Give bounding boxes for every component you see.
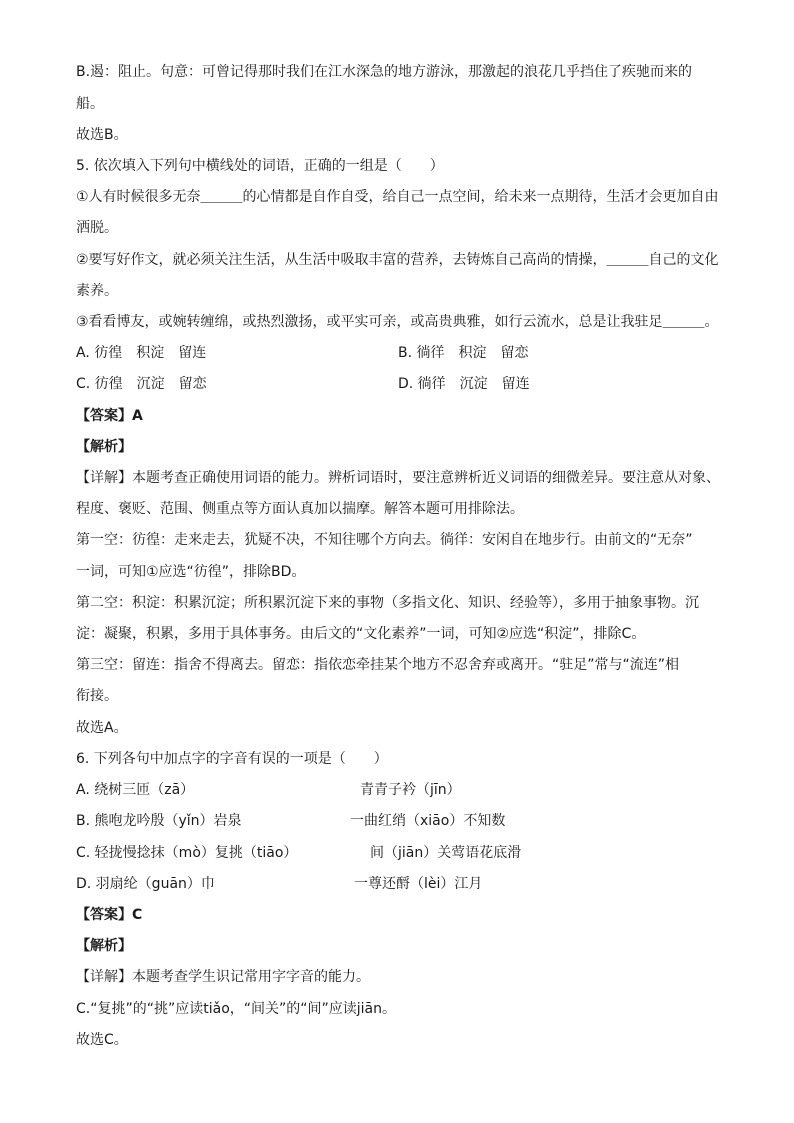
q5-blank2-line1: 第二空：积淀：积累沉淀；所积累沉淀下来的事物（多指文化、知识、经验等），多用于抽象事物。沉 — [76, 595, 699, 611]
q6-explanation: C.“复挑”的“挑”应读tiǎo，“间关”的“间”应读jiān。 — [76, 1001, 397, 1017]
q5-blank3-line1: 第三空：留连：指舍不得离去。留恋：指依恋牵挂某个地方不忍舍弃或离开。“驻足”常与“流连”相 — [76, 657, 680, 673]
q6-option-b-right: 一曲红绡（xiāo）不知数 — [350, 813, 506, 829]
q6-option-a-left: A. 绕树三匝（zā） — [76, 782, 195, 798]
q5-detail-line2: 程度、褒贬、范围、侧重点等方面认真加以揣摩。解答本题可用排除法。 — [76, 501, 524, 517]
q6-option-d-right: 一尊还酹（lèi）江月 — [354, 876, 483, 892]
q5-option-c: C. 彷徨 沉淀 留恋 — [76, 376, 207, 392]
q4-explanation-line1: B.遏：阻止。句意：可曾记得那时我们在江水深急的地方游泳，那激起的浪花几乎挡住了疾驰而来的 — [76, 64, 693, 80]
q6-stem: 6. 下列各句中加点字的字音有误的一项是（ ） — [76, 751, 388, 767]
q4-conclusion: 故选B。 — [76, 127, 128, 143]
q6-option-c-right: 间（jiān）关莺语花底滑 — [370, 845, 522, 861]
q6-option-d-left: D. 羽扇纶（guān）巾 — [76, 876, 215, 892]
q4-explanation-line2: 船。 — [76, 96, 104, 112]
q5-sentence1-line2: 洒脱。 — [76, 220, 118, 236]
q5-answer: 【答案】A — [76, 408, 143, 424]
q5-stem: 5. 依次填入下列句中横线处的词语，正确的一组是（ ） — [76, 158, 444, 174]
q5-sentence3: ③看看博友，或婉转缠绵，或热烈激扬，或平实可亲，或高贵典雅，如行云流水，总是让我驻足＿＿＿。 — [76, 314, 719, 330]
q5-option-b: B. 徜徉 积淀 留恋 — [398, 345, 529, 361]
q6-answer: 【答案】C — [76, 907, 143, 923]
q6-detail: 【详解】本题考查学生识记常用字字音的能力。 — [76, 969, 370, 985]
q5-analysis-label: 【解析】 — [76, 439, 132, 455]
q5-blank1-line2: 一词，可知①应选“彷徨”，排除BD。 — [76, 564, 306, 580]
q5-blank1-line1: 第一空：彷徨：走来走去，犹疑不决，不知往哪个方向去。徜徉：安闲自在地步行。由前文的“无奈” — [76, 532, 693, 548]
q5-conclusion: 故选A。 — [76, 720, 128, 736]
q5-blank3-line2: 衔接。 — [76, 688, 118, 704]
q6-option-c-left: C. 轻拢慢捻抹（mò）复挑（tiāo） — [76, 845, 298, 861]
q5-sentence2-line2: 素养。 — [76, 283, 118, 299]
q5-sentence2-line1: ②要写好作文，就必须关注生活，从生活中吸取丰富的营养，去铸炼自己高尚的情操，＿＿＿自己的文化 — [76, 252, 719, 268]
q5-sentence1-line1: ①人有时候很多无奈＿＿＿的心情都是自作自受，给自己一点空间，给未来一点期待，生活才会更加自由 — [76, 189, 719, 205]
q6-conclusion: 故选C。 — [76, 1032, 128, 1048]
q5-detail-line1: 【详解】本题考查正确使用词语的能力。辨析词语时，要注意辨析近义词语的细微差异。要注意从对象、 — [76, 470, 720, 486]
q6-option-b-left: B. 熊咆龙吟殷（yǐn）岩泉 — [76, 813, 242, 829]
q5-option-a: A. 彷徨 积淀 留连 — [76, 345, 207, 361]
q6-analysis-label: 【解析】 — [76, 938, 132, 954]
q5-option-d: D. 徜徉 沉淀 留连 — [398, 376, 530, 392]
q6-option-a-right: 青青子衿（jīn） — [360, 782, 461, 798]
q5-blank2-line2: 淀：凝聚，积累，多用于具体事务。由后文的“文化素养”一词，可知②应选“积淀”，排除C。 — [76, 626, 646, 642]
